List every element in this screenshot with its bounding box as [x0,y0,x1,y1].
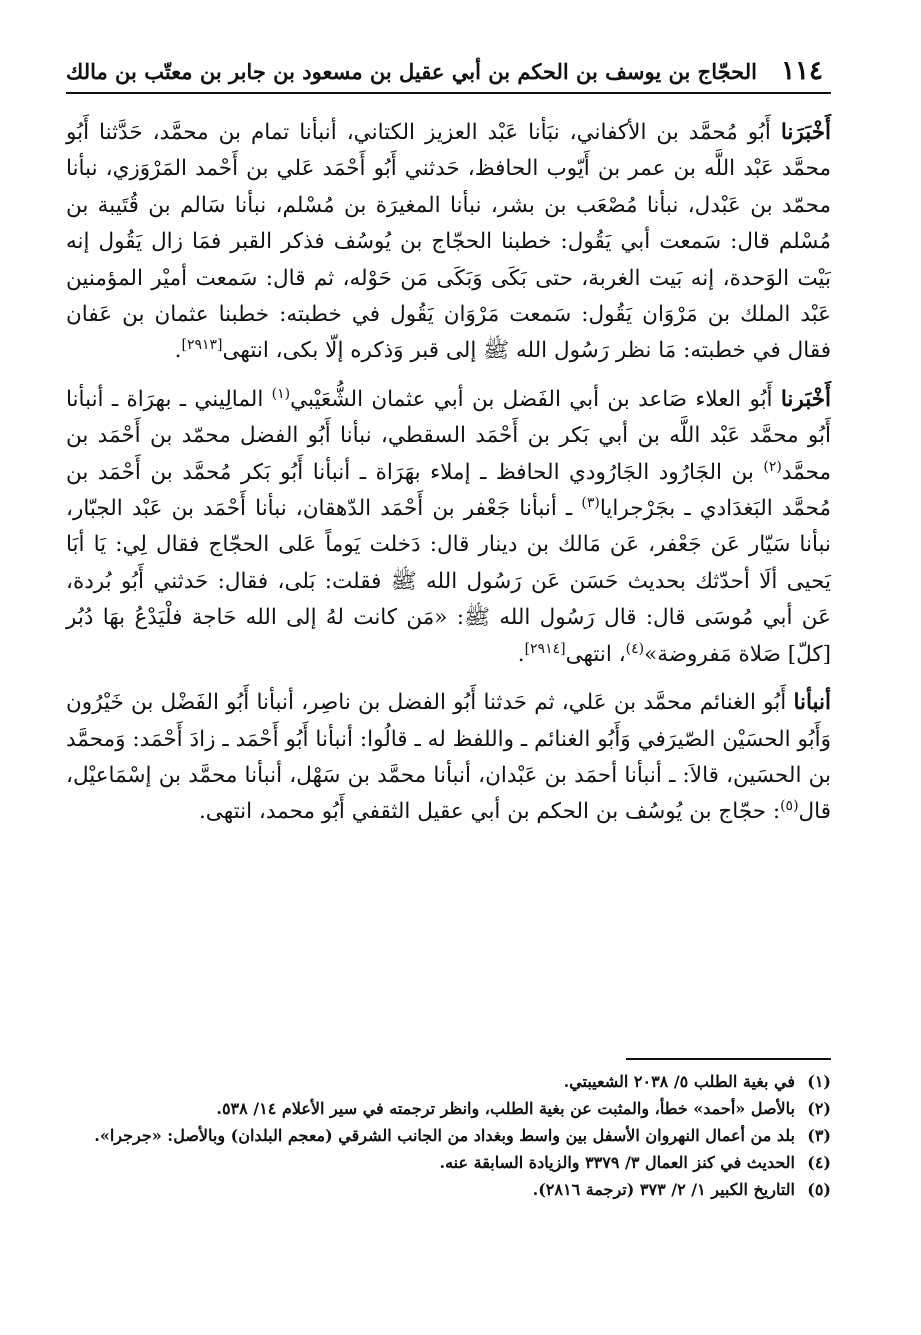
text-run: : حجّاج بن يُوسُف بن الحكم بن أبي عقيل الثقفي أَبُو محمد، انتهى. [198,799,781,825]
text-run: . [517,641,525,667]
footnote [66,1095,831,1122]
footnote [66,1068,831,1095]
paragraph [66,382,831,673]
hadith-number: [٢٩١٣] [181,337,223,354]
text-run: ، انتهى [565,641,626,667]
footnote-text: بلد من أعمال النهروان الأسفل بين واسط وبغداد من الجانب الشرقي (معجم البلدان) وبالأصل: «جرجرا». [94,1126,795,1145]
paragraph [66,115,831,370]
hadith-number: [٢٩١٤] [524,640,566,657]
text-run: أَبُو الغنائم محمَّد بن عَلي، ثم حَدثنا أَبُو الفضل بن ناصِر، أنبأنا أَبُو الفَضْل بن خَيْرُون وَأَبُو الحسَيْن الصّيرَفي وَأَبُو الغنائم ـ واللفظ له ـ قالُوا: أنبأنا أَبُو أَحْمَد ـ زادَ أَحْمَد: وَمحمَّد بن الحسَين، قالاَ: ـ أنبأنا أحمَد بن عَبْدان، أنبأنا محمَّد بن سَهْل، أنبأنا محمَّد بن إسْمَاعيْل، قال [66,690,831,825]
footnote-reference: (٥) [780,798,799,815]
footnote [66,1176,831,1203]
footnote-text: الحديث في كنز العمال ٣/ ٣٣٧٩ والزيادة السابقة عنه. [439,1153,795,1172]
footnote-divider [626,1058,831,1060]
text-run: أَبُو مُحمَّد بن الأكفاني، نبَأنا عَبْد العزيز الكتاني، أنبأنا تمام بن محمَّد، حَدَّثنا أَبُو محمَّد عَبْد اللَّه بن عمر بن أَيّوب الحافظ، حَدثني أَبُو أَحْمَد عَلي بن أَحْمد المَرْوَزي، نبأنا محمّد بن عَبْدل، نبأنا مُصْعَب بن بشر، نبأنا المغيرَة بن مُسْلم، نبأنا سَالم بن قُتَيبة بن مُسْلم قال: سَمعت أبي يَقُول: خطبنا الحجّاج بن يُوسُف فذكر القبر فمَا زال يَقُول إنه بَيْت الوَحدة، إنه بَيت الغربة، حتى بَكَى وَبَكَى مَن حَوْله، ثم قال: سَمعت أميْر المؤمنين عَبْد الملك بن مَرْوَان يَقُول: سَمعت مَرْوَان يَقُول في خطبته: خطبنا عثمان بن عَفان فقال في خطبته: مَا نظر رَسُول الله ﷺ إلى قبر وَذكره إلّا بكى، انتهى [66,120,831,364]
footnote-reference: (١) [271,385,291,402]
footnote [66,1122,831,1149]
text-run: أَبُو العلاء صَاعد بن أبي الفَضل بن أبي عثمان الشُّعَيْبي [290,386,781,412]
footnotes [66,1068,831,1203]
main-text [66,115,831,831]
paragraph [66,685,831,831]
paragraph-lead: أنبأنا [793,690,831,716]
footnote-number: (١) [807,1072,831,1091]
paragraph-lead: أَخْبَرَنا [780,120,831,145]
footnote-text: بالأصل «أحمد» خطأ، والمثبت عن بغية الطلب، وانظر ترجمته في سير الأعلام ١٤/ ٥٣٨. [216,1099,795,1118]
footnote-number: (٢) [807,1099,831,1118]
footnote [66,1149,831,1176]
footnote-number: (٥) [807,1180,831,1199]
footnote-reference: (٢) [763,458,782,475]
footnote-reference: (٣) [581,494,600,511]
paragraph-lead: أَخْبَرنا [780,386,831,412]
page-header [66,50,831,94]
footnote-text: التاريخ الكبير ١/ ٢/ ٣٧٣ (ترجمة ٢٨١٦). [532,1180,795,1199]
page-number: ١١٤ [781,56,823,86]
footnote-number: (٣) [807,1126,831,1145]
footnote-reference: (٤) [625,640,645,657]
text-run: ـ أنبأنا جَعْفر بن أَحْمَد الدّهقان، نبأنا أَحْمَد بن عَبْد الجبّار، نبأنا سَيّار عَن جَعْفر، عَن مَالك بن دينار قال: دَخلت يَوماً عَلى الحجّاج فقال لِي: يَا أبَا يَحيى ألَا أحدّثك بحديث حَسَن عَن رَسُول الله ﷺ فقلت: بَلى، فقال: حَدثني أَبُو بُردة، عَن أبي مُوسَى قال: قال رَسُول الله ﷺ: «مَن كانت لهُ إلى الله حَاجة فلْيَدْعُ بهَا دُبُر [كلّ] صَلاة مَفروضة» [66,496,831,667]
text-run: بن الجَارُود الجَارُودي الحافظ ـ إملاء بهَرَاة ـ أنبأنا أَبُو بَكر مُحمَّد بن أَحْمَد بن مُحمَّد البَغدَادي ـ بجَرْجرايا [66,459,832,522]
running-title: الحجّاج بن يوسف بن الحكم بن أبي عقيل بن مسعود بن جابر بن معتّب بن مالك [66,58,757,84]
text-run: . [174,338,182,364]
text-run: المالِيني ـ بهرَاة ـ أنبأنا أَبُو محمَّد عَبْد اللَّه بن أبي بَكر بن أَحْمَد السقطي، نبأنا أَبُو الفضل محمّد بن أَحْمَد بن محمَّد [66,386,831,485]
footnote-text: في بغية الطلب ٥/ ٢٠٣٨ الشعيبتي. [563,1072,795,1091]
footnote-number: (٤) [807,1153,831,1172]
